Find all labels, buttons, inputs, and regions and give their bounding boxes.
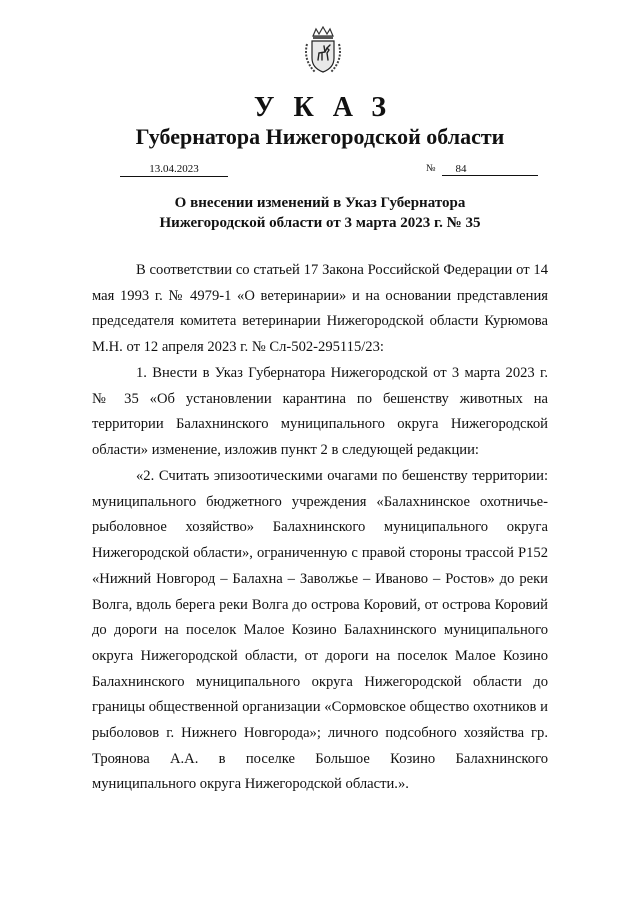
document-number-field [426,162,538,176]
item-1-paragraph: 1. Внести в Указ Губернатора Нижегородской от 3 марта 2023 г. № 35 «Об установлении карантина по бешенству животных на территории Балахнинского муниципального округа Нижегородской области» изменение, изложив пункт 2 в следующей редакции: [92,365,548,459]
document-type-title: УКАЗ [253,92,406,123]
number-label: № [426,163,436,174]
document-date: 13.04.2023 [120,162,228,177]
document-number: 84 [442,162,538,176]
preamble-paragraph: В соответствии со статьей 17 Закона Российской Федерации от 14 мая 1993 г. № 4979-1 «О ветеринарии» и на основании представления председателя комитета ветеринарии Нижегородской области Курюмова М.Н. от 12 апреля 2023 г. № Сл-502-295115/23: [92,262,548,356]
coat-of-arms-icon [303,26,343,76]
item-2-paragraph: «2. Считать эпизоотическими очагами по бешенству территории: муниципального бюджетного учреждения «Балахнинское охотничье-рыболовное хозяйство» Балахнинского муниципального округа Нижегородской области», ограниченную с правой стороны трассой Р152 «Нижний Новгород – Балахна – Заволжье – Иваново – Ростов» до реки Волга, вдоль берега реки Волга до острова Коровий, от острова Коровий до дороги на поселок Малое Козино Балахнинского муниципального округа Нижегородской области, от дороги на поселок Малое Козино Балахнинского муниципального округа Нижегородской области до границы общественной организации «Сормовское общество охотников и рыболовов г. Нижнего Новгорода»; личного подсобного хозяйства гр. Троянова А.А. в поселке Большое Козино Балахнинского муниципального округа Нижегородской области.». [92,468,548,793]
document-subject: О внесении изменений в Указ Губернатора Нижегородской области от 3 марта 2023 г. № 35 [159,195,481,231]
issuer-title: Губернатора Нижегородской области [135,124,505,149]
